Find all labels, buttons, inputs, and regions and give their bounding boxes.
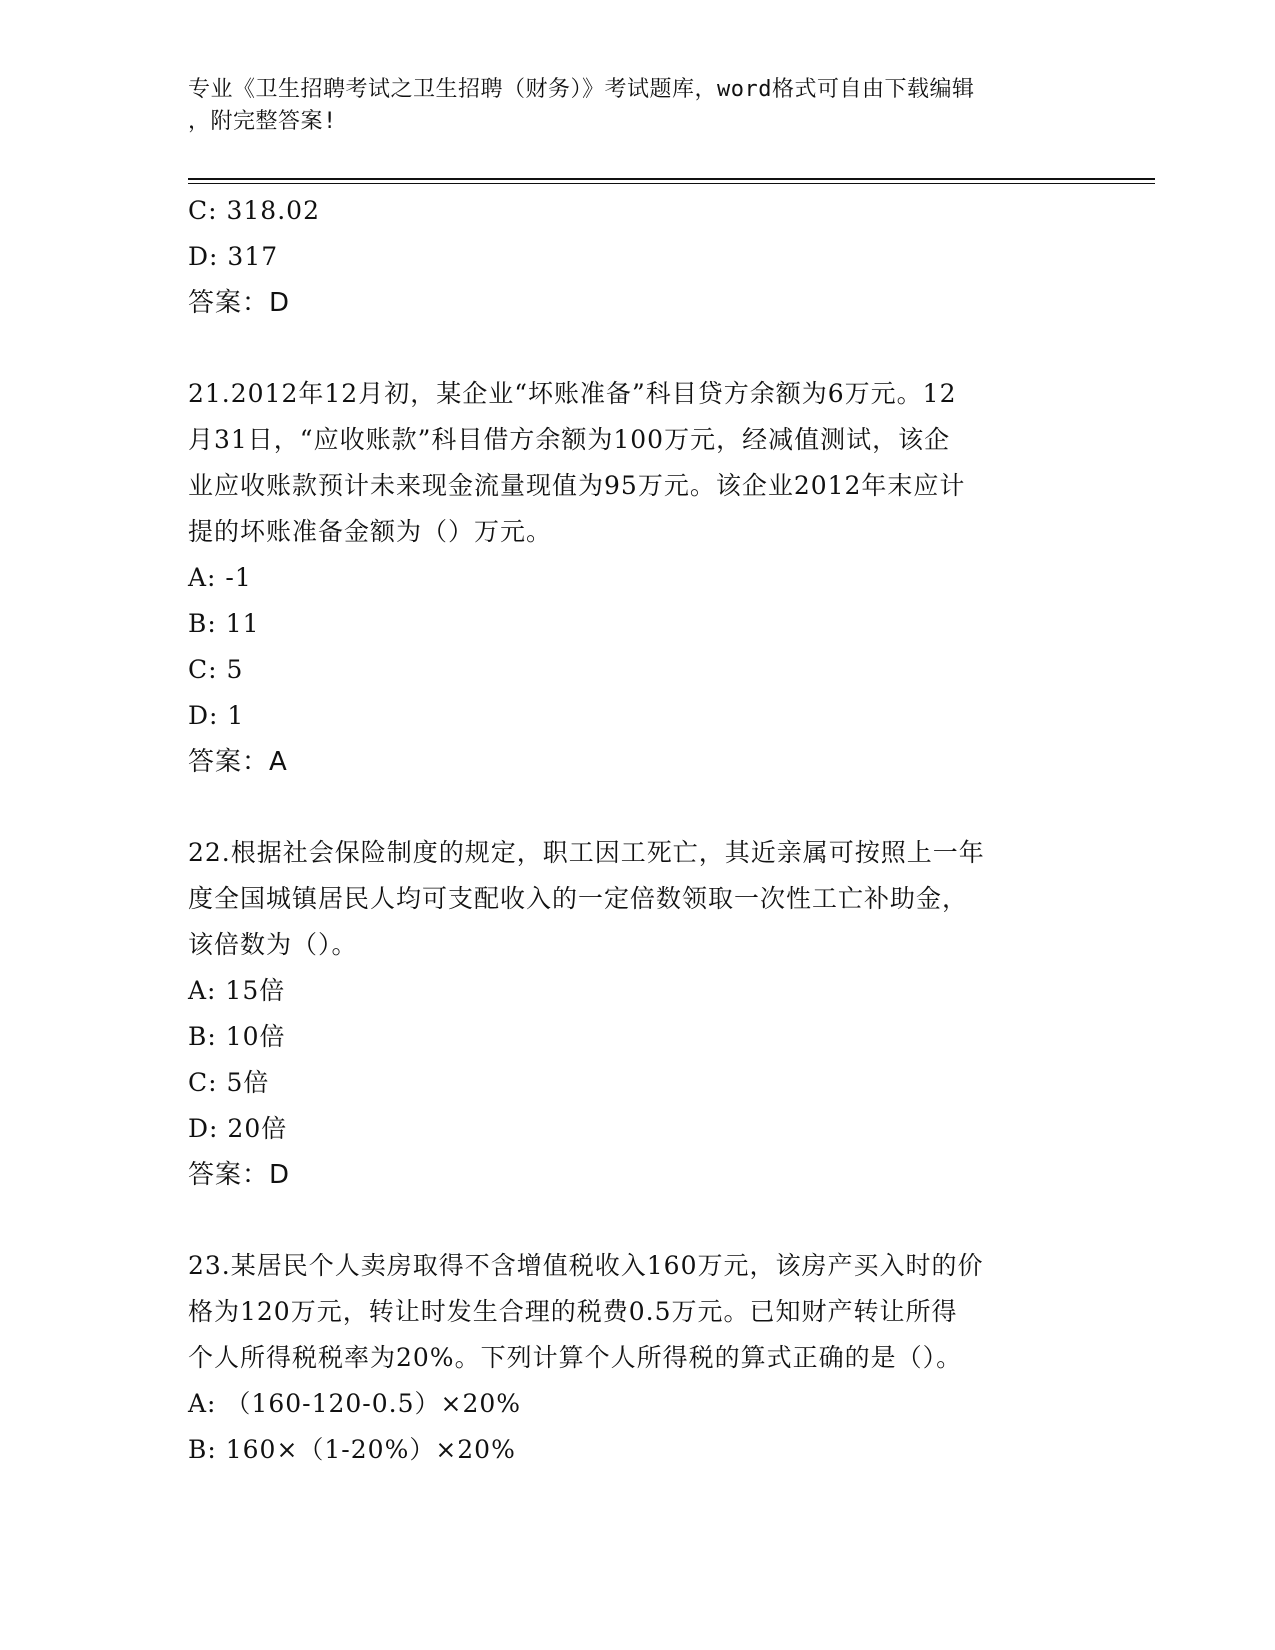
question-text-line: 该倍数为（）。 [188, 930, 358, 959]
document-header [188, 74, 1068, 138]
answer-line: 答案：A [188, 747, 288, 777]
answer-line: 答案：D [188, 288, 291, 318]
option-a: A: （160-120-0.5）×20% [188, 1389, 522, 1418]
header-rule-thin [188, 183, 1155, 184]
question-text-line: 22.根据社会保险制度的规定，职工因工死亡，其近亲属可按照上一年 [188, 838, 985, 867]
header-rule-thick [188, 178, 1155, 180]
question-text-line: 度全国城镇居民人均可支配收入的一定倍数领取一次性工亡补助金， [188, 884, 969, 913]
document-body [188, 188, 1088, 1473]
option-a: A: 15倍 [188, 976, 286, 1005]
question-text-line: 格为120万元，转让时发生合理的税费0.5万元。已知财产转让所得 [188, 1297, 958, 1326]
option-d: D: 317 [188, 242, 279, 271]
question-22 [188, 830, 1088, 1198]
question-text-line: 23.某居民个人卖房取得不含增值税收入160万元，该房产买入时的价 [188, 1251, 984, 1280]
option-b: B: 160×（1-20%）×20% [188, 1435, 516, 1464]
option-c: C: 5倍 [188, 1068, 270, 1097]
question-text-line: 个人所得税税率为20%。下列计算个人所得税的算式正确的是（）。 [188, 1343, 963, 1372]
header-line-2: ，附完整答案! [188, 109, 337, 134]
answer-line: 答案：D [188, 1160, 291, 1190]
question-23 [188, 1243, 1088, 1473]
previous-question-tail [188, 188, 1088, 326]
option-c: C: 318.02 [188, 196, 320, 225]
question-text-line: 提的坏账准备金额为（）万元。 [188, 517, 553, 546]
option-b: B: 10倍 [188, 1022, 286, 1051]
option-a: A: -1 [188, 563, 252, 592]
question-text-line: 21.2012年12月初，某企业“坏账准备”科目贷方余额为6万元。12 [188, 379, 957, 408]
header-line-1: 专业《卫生招聘考试之卫生招聘（财务）》考试题库，word格式可自由下载编辑 [188, 77, 975, 102]
option-b: B: 11 [188, 609, 260, 638]
option-d: D: 20倍 [188, 1114, 288, 1143]
question-text-line: 月31日，“应收账款”科目借方余额为100万元，经减值测试，该企 [188, 425, 951, 454]
option-d: D: 1 [188, 701, 245, 730]
option-c: C: 5 [188, 655, 244, 684]
question-21 [188, 371, 1088, 785]
question-text-line: 业应收账款预计未来现金流量现值为95万元。该企业2012年末应计 [188, 471, 966, 500]
